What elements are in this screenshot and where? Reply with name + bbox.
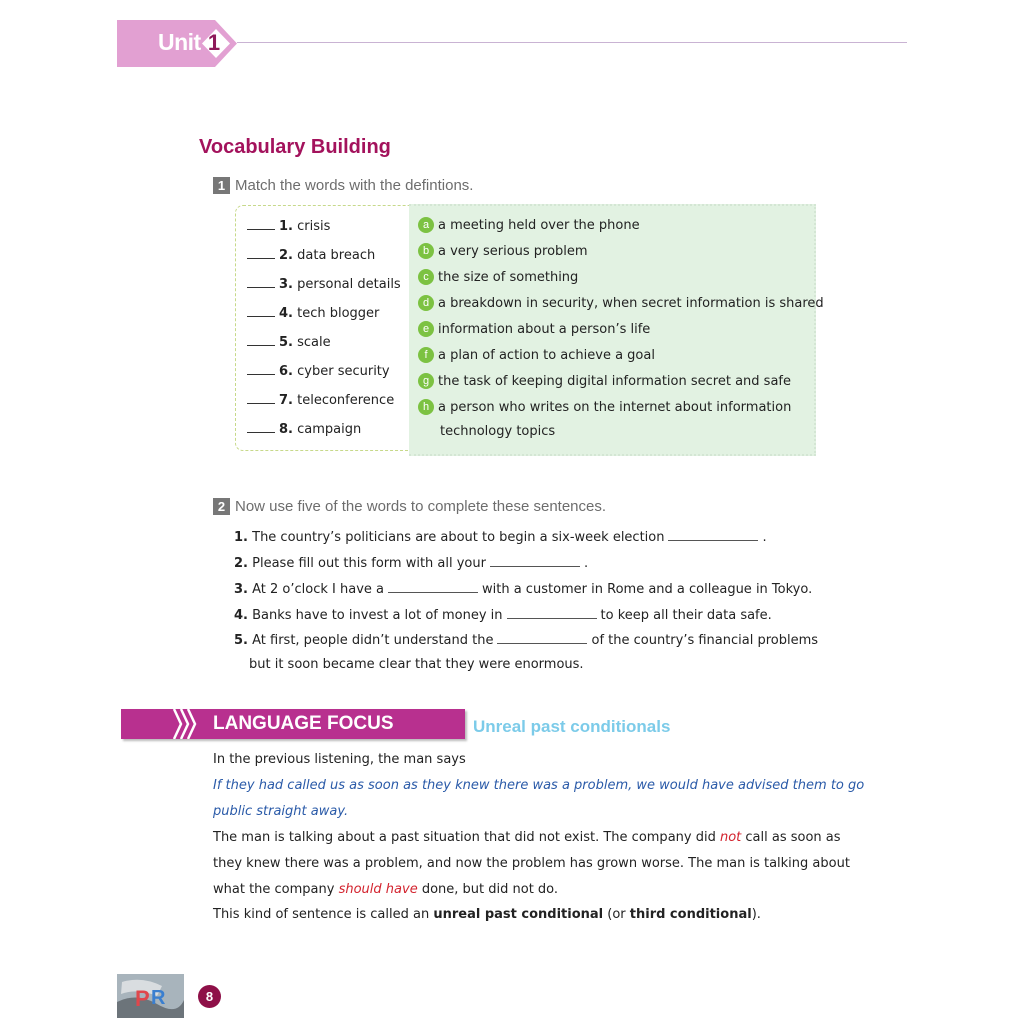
text: This kind of sentence is called an [213, 907, 434, 922]
answer-blank[interactable] [247, 391, 275, 404]
word-item [247, 391, 394, 408]
emphasis-text: not [719, 830, 742, 845]
instruction-text: Now use five of the words to complete these sentences. [235, 498, 607, 515]
quote-line: If they had called us as soon as they knew there was a problem, we would have advised them to go [213, 778, 865, 793]
answer-blank[interactable] [247, 246, 275, 259]
sentence-text: with a customer in Rome and a colleague in Tokyo. [482, 582, 813, 597]
definition-item [418, 321, 650, 337]
emphasis-text: should have [338, 882, 418, 897]
definition-item [418, 243, 588, 259]
page-number-badge: 8 [198, 985, 221, 1008]
quote-line: public straight away. [213, 804, 349, 819]
sentence-text: At first, people didn’t understand the [252, 633, 494, 648]
instruction-text: Match the words with the defintions. [235, 177, 474, 194]
sentence-item [234, 631, 818, 648]
answer-gap[interactable] [388, 580, 478, 593]
language-focus-title: LANGUAGE FOCUS [213, 713, 394, 734]
word-number: 8. [279, 422, 293, 437]
pr-thumbnail-image [117, 974, 184, 1018]
letter-badge: h [418, 399, 434, 415]
sentence-text: Please fill out this form with all your [252, 556, 486, 571]
explanation-line [213, 830, 841, 845]
answer-gap[interactable] [490, 554, 580, 567]
sentence-number: 1. [234, 530, 248, 545]
definition-text: the size of something [438, 269, 579, 285]
sentence-continuation: but it soon became clear that they were enormous. [249, 657, 584, 672]
answer-blank[interactable] [247, 333, 275, 346]
sentence-text: to keep all their data safe. [600, 608, 772, 623]
word-number: 3. [279, 277, 293, 292]
word-text: scale [297, 335, 331, 350]
definition-item [418, 217, 640, 233]
sentence-item [234, 528, 767, 545]
word-item [247, 275, 401, 292]
exercise-2-instruction [213, 498, 606, 515]
definition-item [418, 295, 824, 311]
sentence-text: . [583, 556, 589, 571]
chevrons-icon [172, 709, 198, 739]
word-number: 6. [279, 364, 293, 379]
text: what the company [213, 882, 339, 897]
exercise-number: 2 [213, 498, 230, 515]
sentence-item [234, 606, 772, 623]
sentence-text: At 2 o’clock I have a [252, 582, 384, 597]
definition-text: information about a person’s life [438, 321, 651, 337]
exercise-1-instruction [213, 177, 473, 194]
word-item [247, 304, 379, 321]
letter-badge: c [418, 269, 434, 285]
letter-badge: g [418, 373, 434, 389]
explanation-line [213, 907, 761, 922]
sentence-number: 4. [234, 608, 248, 623]
word-number: 1. [279, 219, 293, 234]
explanation-line: they knew there was a problem, and now the problem has grown worse. The man is talking about [213, 856, 850, 871]
definition-item [418, 347, 655, 363]
word-text: data breach [297, 248, 376, 263]
text: The man is talking about a past situation that did not exist. The company did [213, 830, 720, 845]
sentence-text: Banks have to invest a lot of money in [252, 608, 503, 623]
definition-text: a person who writes on the internet about information [438, 399, 792, 415]
unit-label: Unit [158, 29, 201, 55]
definition-item [418, 399, 791, 415]
section-title: Vocabulary Building [199, 136, 391, 158]
word-text: crisis [297, 219, 331, 234]
svg-text:R: R [151, 987, 166, 1009]
definition-text: the task of keeping digital information secret and safe [438, 373, 791, 389]
svg-text:P: P [135, 986, 150, 1011]
word-number: 7. [279, 393, 293, 408]
text: call as soon as [741, 830, 841, 845]
definition-continuation: technology topics [440, 424, 556, 439]
answer-blank[interactable] [247, 420, 275, 433]
answer-blank[interactable] [247, 362, 275, 375]
text: (or [603, 907, 630, 922]
intro-text: In the previous listening, the man says [213, 752, 466, 767]
sentence-item [234, 554, 588, 571]
explanation-line [213, 882, 558, 897]
definition-text: a very serious problem [438, 243, 588, 259]
word-text: campaign [297, 422, 362, 437]
word-number: 5. [279, 335, 293, 350]
word-text: cyber security [297, 364, 390, 379]
letter-badge: f [418, 347, 434, 363]
word-item [247, 246, 375, 263]
answer-blank[interactable] [247, 217, 275, 230]
definition-text: a breakdown in security, when secret information is shared [438, 295, 824, 311]
letter-badge: e [418, 321, 434, 337]
answer-gap[interactable] [668, 528, 758, 541]
sentence-number: 5. [234, 633, 248, 648]
definition-item [418, 373, 791, 389]
exercise-number: 1 [213, 177, 230, 194]
answer-gap[interactable] [507, 606, 597, 619]
sentence-item [234, 580, 812, 597]
answer-blank[interactable] [247, 304, 275, 317]
text: ). [751, 907, 761, 922]
word-box [235, 205, 412, 451]
answer-gap[interactable] [497, 631, 587, 644]
word-number: 2. [279, 248, 293, 263]
bold-term: third conditional [629, 907, 752, 922]
letter-badge: a [418, 217, 434, 233]
sentence-text: of the country’s financial problems [591, 633, 819, 648]
sentence-text: . [762, 530, 767, 545]
header-rule [237, 42, 907, 43]
text: done, but did not do. [417, 882, 559, 897]
sentence-number: 2. [234, 556, 248, 571]
definition-item [418, 269, 578, 285]
language-focus-subtitle: Unreal past conditionals [473, 717, 671, 736]
word-item [247, 420, 361, 437]
word-text: personal details [297, 277, 401, 292]
word-item [247, 217, 330, 234]
unit-number: 1 [207, 30, 221, 55]
definition-text: a meeting held over the phone [438, 217, 640, 233]
letter-badge: d [418, 295, 434, 311]
bold-term: unreal past conditional [433, 907, 604, 922]
definition-text: a plan of action to achieve a goal [438, 347, 655, 363]
word-text: teleconference [297, 393, 395, 408]
word-item [247, 333, 331, 350]
answer-blank[interactable] [247, 275, 275, 288]
word-number: 4. [279, 306, 293, 321]
sentence-text: The country’s politicians are about to begin a six-week election [252, 530, 665, 545]
word-text: tech blogger [297, 306, 380, 321]
sentence-number: 3. [234, 582, 248, 597]
word-item [247, 362, 390, 379]
letter-badge: b [418, 243, 434, 259]
